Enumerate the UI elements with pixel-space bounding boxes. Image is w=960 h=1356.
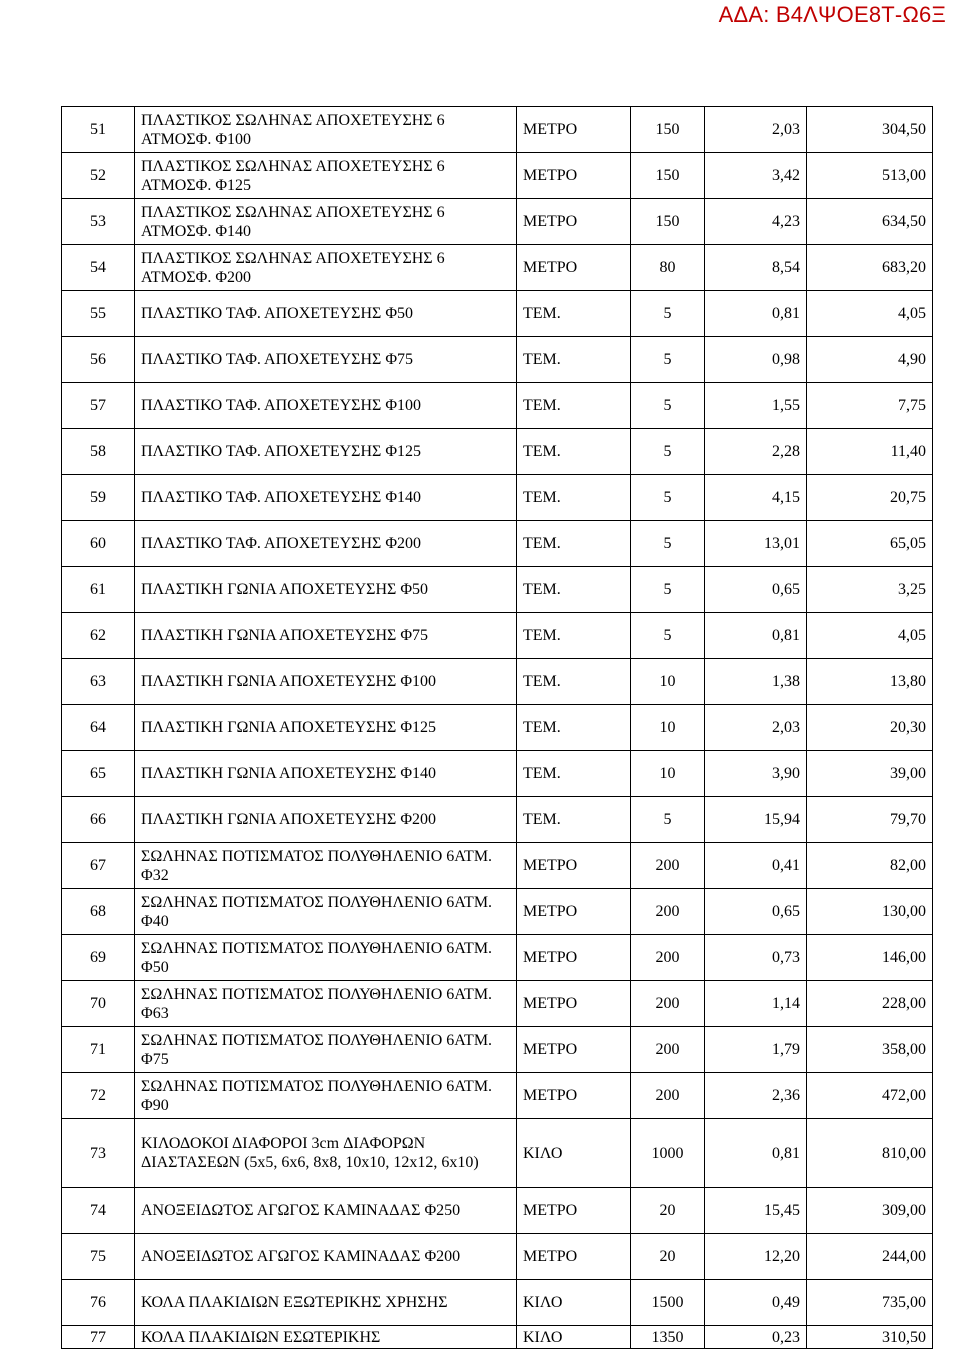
item-unit-price: 0,23 bbox=[705, 1326, 807, 1349]
item-unit-price: 1,79 bbox=[705, 1027, 807, 1073]
item-description: ΠΛΑΣΤΙΚΟ ΤΑΦ. ΑΠΟΧΕΤΕΥΣΗΣ Φ140 bbox=[135, 475, 517, 521]
item-quantity: 1500 bbox=[631, 1280, 705, 1326]
item-number: 77 bbox=[62, 1326, 135, 1349]
item-quantity: 200 bbox=[631, 843, 705, 889]
item-description: ΠΛΑΣΤΙΚΗ ΓΩΝΙΑ ΑΠΟΧΕΤΕΥΣΗΣ Φ200 bbox=[135, 797, 517, 843]
item-unit-price: 13,01 bbox=[705, 521, 807, 567]
item-quantity: 150 bbox=[631, 199, 705, 245]
item-unit: ΤΕΜ. bbox=[517, 705, 631, 751]
item-quantity: 20 bbox=[631, 1234, 705, 1280]
items-table bbox=[61, 106, 933, 1349]
item-description: ΣΩΛΗΝΑΣ ΠΟΤΙΣΜΑΤΟΣ ΠΟΛΥΘΗΛΕΝΙΟ 6ΑΤΜ. Φ63 bbox=[135, 981, 517, 1027]
item-number: 76 bbox=[62, 1280, 135, 1326]
item-unit: ΜΕΤΡΟ bbox=[517, 889, 631, 935]
item-number: 68 bbox=[62, 889, 135, 935]
item-number: 59 bbox=[62, 475, 135, 521]
item-description: ΑΝΟΞΕΙΔΩΤΟΣ ΑΓΩΓΟΣ ΚΑΜΙΝΑΔΑΣ Φ200 bbox=[135, 1234, 517, 1280]
item-total: 3,25 bbox=[807, 567, 933, 613]
ada-code: ΑΔΑ: Β4ΛΨΟΕ8Τ-Ω6Ξ bbox=[718, 2, 946, 27]
item-unit-price: 1,14 bbox=[705, 981, 807, 1027]
table-row bbox=[62, 1280, 933, 1326]
item-number: 58 bbox=[62, 429, 135, 475]
item-unit: ΤΕΜ. bbox=[517, 521, 631, 567]
item-description: ΠΛΑΣΤΙΚΟΣ ΣΩΛΗΝΑΣ ΑΠΟΧΕΤΕΥΣΗΣ 6 ΑΤΜΟΣΦ. Φ140 bbox=[135, 199, 517, 245]
item-unit: ΤΕΜ. bbox=[517, 429, 631, 475]
item-number: 71 bbox=[62, 1027, 135, 1073]
item-unit: ΜΕΤΡΟ bbox=[517, 935, 631, 981]
item-unit-price: 1,38 bbox=[705, 659, 807, 705]
item-unit-price: 0,98 bbox=[705, 337, 807, 383]
item-quantity: 5 bbox=[631, 797, 705, 843]
item-unit: ΜΕΤΡΟ bbox=[517, 1234, 631, 1280]
item-total: 358,00 bbox=[807, 1027, 933, 1073]
item-unit: ΤΕΜ. bbox=[517, 751, 631, 797]
item-description: ΣΩΛΗΝΑΣ ΠΟΤΙΣΜΑΤΟΣ ΠΟΛΥΘΗΛΕΝΙΟ 6ΑΤΜ. Φ75 bbox=[135, 1027, 517, 1073]
item-unit-price: 1,55 bbox=[705, 383, 807, 429]
item-unit-price: 2,28 bbox=[705, 429, 807, 475]
item-number: 63 bbox=[62, 659, 135, 705]
item-total: 309,00 bbox=[807, 1188, 933, 1234]
item-total: 65,05 bbox=[807, 521, 933, 567]
item-quantity: 200 bbox=[631, 935, 705, 981]
item-number: 69 bbox=[62, 935, 135, 981]
item-number: 60 bbox=[62, 521, 135, 567]
item-total: 228,00 bbox=[807, 981, 933, 1027]
item-number: 53 bbox=[62, 199, 135, 245]
item-number: 74 bbox=[62, 1188, 135, 1234]
item-unit-price: 0,81 bbox=[705, 613, 807, 659]
item-number: 61 bbox=[62, 567, 135, 613]
item-unit-price: 0,49 bbox=[705, 1280, 807, 1326]
item-number: 66 bbox=[62, 797, 135, 843]
item-description: ΠΛΑΣΤΙΚΟ ΤΑΦ. ΑΠΟΧΕΤΕΥΣΗΣ Φ75 bbox=[135, 337, 517, 383]
item-description: ΠΛΑΣΤΙΚΟΣ ΣΩΛΗΝΑΣ ΑΠΟΧΕΤΕΥΣΗΣ 6 ΑΤΜΟΣΦ. Φ125 bbox=[135, 153, 517, 199]
item-unit: ΤΕΜ. bbox=[517, 613, 631, 659]
item-quantity: 200 bbox=[631, 981, 705, 1027]
item-number: 75 bbox=[62, 1234, 135, 1280]
item-total: 513,00 bbox=[807, 153, 933, 199]
table-row bbox=[62, 1073, 933, 1119]
item-total: 146,00 bbox=[807, 935, 933, 981]
item-number: 51 bbox=[62, 107, 135, 153]
item-total: 7,75 bbox=[807, 383, 933, 429]
item-unit: ΚΙΛΟ bbox=[517, 1119, 631, 1188]
item-total: 130,00 bbox=[807, 889, 933, 935]
item-description: ΚΙΛΟΔΟΚΟΙ ΔΙΑΦΟΡΟΙ 3cm ΔΙΑΦΟΡΩΝ ΔΙΑΣΤΑΣΕΩΝ (5x5, 6x6, 8x8, 10x10, 12x12, 6x10) bbox=[135, 1119, 517, 1188]
item-unit-price: 3,42 bbox=[705, 153, 807, 199]
item-description: ΑΝΟΞΕΙΔΩΤΟΣ ΑΓΩΓΟΣ ΚΑΜΙΝΑΔΑΣ Φ250 bbox=[135, 1188, 517, 1234]
item-total: 4,05 bbox=[807, 613, 933, 659]
item-unit-price: 0,73 bbox=[705, 935, 807, 981]
table-row bbox=[62, 199, 933, 245]
item-unit: ΤΕΜ. bbox=[517, 383, 631, 429]
item-total: 39,00 bbox=[807, 751, 933, 797]
table-row bbox=[62, 843, 933, 889]
item-number: 54 bbox=[62, 245, 135, 291]
table-row bbox=[62, 1027, 933, 1073]
items-table-body bbox=[62, 107, 933, 1349]
item-total: 472,00 bbox=[807, 1073, 933, 1119]
item-description: ΣΩΛΗΝΑΣ ΠΟΤΙΣΜΑΤΟΣ ΠΟΛΥΘΗΛΕΝΙΟ 6ΑΤΜ. Φ32 bbox=[135, 843, 517, 889]
table-row bbox=[62, 521, 933, 567]
item-total: 634,50 bbox=[807, 199, 933, 245]
item-unit-price: 0,41 bbox=[705, 843, 807, 889]
item-quantity: 10 bbox=[631, 705, 705, 751]
table-row bbox=[62, 1234, 933, 1280]
item-quantity: 20 bbox=[631, 1188, 705, 1234]
item-quantity: 10 bbox=[631, 659, 705, 705]
item-quantity: 5 bbox=[631, 521, 705, 567]
item-quantity: 1000 bbox=[631, 1119, 705, 1188]
item-unit-price: 2,03 bbox=[705, 705, 807, 751]
item-unit: ΤΕΜ. bbox=[517, 337, 631, 383]
item-quantity: 5 bbox=[631, 613, 705, 659]
table-row bbox=[62, 935, 933, 981]
table-row bbox=[62, 107, 933, 153]
item-total: 82,00 bbox=[807, 843, 933, 889]
item-quantity: 200 bbox=[631, 1073, 705, 1119]
item-total: 79,70 bbox=[807, 797, 933, 843]
item-number: 52 bbox=[62, 153, 135, 199]
item-number: 56 bbox=[62, 337, 135, 383]
table-row bbox=[62, 705, 933, 751]
item-unit: ΜΕΤΡΟ bbox=[517, 1027, 631, 1073]
item-unit: ΤΕΜ. bbox=[517, 475, 631, 521]
item-number: 70 bbox=[62, 981, 135, 1027]
item-description: ΠΛΑΣΤΙΚΗ ΓΩΝΙΑ ΑΠΟΧΕΤΕΥΣΗΣ Φ125 bbox=[135, 705, 517, 751]
item-description: ΠΛΑΣΤΙΚΗ ΓΩΝΙΑ ΑΠΟΧΕΤΕΥΣΗΣ Φ50 bbox=[135, 567, 517, 613]
item-description: ΠΛΑΣΤΙΚΟ ΤΑΦ. ΑΠΟΧΕΤΕΥΣΗΣ Φ200 bbox=[135, 521, 517, 567]
table-row bbox=[62, 245, 933, 291]
item-number: 62 bbox=[62, 613, 135, 659]
item-description: ΠΛΑΣΤΙΚΟ ΤΑΦ. ΑΠΟΧΕΤΕΥΣΗΣ Φ100 bbox=[135, 383, 517, 429]
item-unit: ΤΕΜ. bbox=[517, 567, 631, 613]
table-row bbox=[62, 291, 933, 337]
item-unit: ΜΕΤΡΟ bbox=[517, 981, 631, 1027]
item-number: 57 bbox=[62, 383, 135, 429]
item-unit-price: 0,65 bbox=[705, 889, 807, 935]
item-description: ΣΩΛΗΝΑΣ ΠΟΤΙΣΜΑΤΟΣ ΠΟΛΥΘΗΛΕΝΙΟ 6ΑΤΜ. Φ90 bbox=[135, 1073, 517, 1119]
item-unit: ΤΕΜ. bbox=[517, 659, 631, 705]
item-description: ΠΛΑΣΤΙΚΗ ΓΩΝΙΑ ΑΠΟΧΕΤΕΥΣΗΣ Φ75 bbox=[135, 613, 517, 659]
item-number: 64 bbox=[62, 705, 135, 751]
item-unit: ΜΕΤΡΟ bbox=[517, 245, 631, 291]
item-total: 810,00 bbox=[807, 1119, 933, 1188]
table-row bbox=[62, 475, 933, 521]
item-description: ΚΟΛΑ ΠΛΑΚΙΔΙΩΝ ΕΣΩΤΕΡΙΚΗΣ bbox=[135, 1326, 517, 1349]
item-unit: ΜΕΤΡΟ bbox=[517, 199, 631, 245]
item-unit-price: 0,81 bbox=[705, 291, 807, 337]
item-description: ΠΛΑΣΤΙΚΟΣ ΣΩΛΗΝΑΣ ΑΠΟΧΕΤΕΥΣΗΣ 6 ΑΤΜΟΣΦ. Φ200 bbox=[135, 245, 517, 291]
item-total: 244,00 bbox=[807, 1234, 933, 1280]
item-unit: ΤΕΜ. bbox=[517, 797, 631, 843]
item-unit: ΜΕΤΡΟ bbox=[517, 843, 631, 889]
table-row bbox=[62, 659, 933, 705]
item-unit-price: 4,15 bbox=[705, 475, 807, 521]
item-unit: ΜΕΤΡΟ bbox=[517, 107, 631, 153]
item-unit: ΚΙΛΟ bbox=[517, 1280, 631, 1326]
item-total: 20,30 bbox=[807, 705, 933, 751]
table-row bbox=[62, 1119, 933, 1188]
table-row bbox=[62, 567, 933, 613]
item-number: 55 bbox=[62, 291, 135, 337]
table-row bbox=[62, 429, 933, 475]
item-unit: ΜΕΤΡΟ bbox=[517, 153, 631, 199]
item-unit: ΜΕΤΡΟ bbox=[517, 1188, 631, 1234]
table-row bbox=[62, 889, 933, 935]
table-row bbox=[62, 751, 933, 797]
item-quantity: 5 bbox=[631, 291, 705, 337]
item-unit: ΚΙΛΟ bbox=[517, 1326, 631, 1349]
item-total: 4,90 bbox=[807, 337, 933, 383]
item-total: 11,40 bbox=[807, 429, 933, 475]
item-quantity: 150 bbox=[631, 153, 705, 199]
item-unit: ΤΕΜ. bbox=[517, 291, 631, 337]
table-row bbox=[62, 383, 933, 429]
item-unit-price: 3,90 bbox=[705, 751, 807, 797]
item-unit-price: 0,81 bbox=[705, 1119, 807, 1188]
item-description: ΚΟΛΑ ΠΛΑΚΙΔΙΩΝ ΕΞΩΤΕΡΙΚΗΣ ΧΡΗΣΗΣ bbox=[135, 1280, 517, 1326]
item-quantity: 5 bbox=[631, 475, 705, 521]
item-quantity: 5 bbox=[631, 383, 705, 429]
item-quantity: 200 bbox=[631, 1027, 705, 1073]
item-unit-price: 4,23 bbox=[705, 199, 807, 245]
item-total: 304,50 bbox=[807, 107, 933, 153]
item-unit-price: 15,45 bbox=[705, 1188, 807, 1234]
item-unit-price: 2,36 bbox=[705, 1073, 807, 1119]
item-quantity: 5 bbox=[631, 429, 705, 475]
item-description: ΣΩΛΗΝΑΣ ΠΟΤΙΣΜΑΤΟΣ ΠΟΛΥΘΗΛΕΝΙΟ 6ΑΤΜ. Φ40 bbox=[135, 889, 517, 935]
item-total: 683,20 bbox=[807, 245, 933, 291]
item-description: ΠΛΑΣΤΙΚΟΣ ΣΩΛΗΝΑΣ ΑΠΟΧΕΤΕΥΣΗΣ 6 ΑΤΜΟΣΦ. Φ100 bbox=[135, 107, 517, 153]
item-quantity: 80 bbox=[631, 245, 705, 291]
table-row bbox=[62, 337, 933, 383]
table-row bbox=[62, 1188, 933, 1234]
item-number: 65 bbox=[62, 751, 135, 797]
item-description: ΣΩΛΗΝΑΣ ΠΟΤΙΣΜΑΤΟΣ ΠΟΛΥΘΗΛΕΝΙΟ 6ΑΤΜ. Φ50 bbox=[135, 935, 517, 981]
item-number: 73 bbox=[62, 1119, 135, 1188]
table-row bbox=[62, 981, 933, 1027]
item-total: 4,05 bbox=[807, 291, 933, 337]
item-total: 310,50 bbox=[807, 1326, 933, 1349]
item-number: 72 bbox=[62, 1073, 135, 1119]
item-unit-price: 0,65 bbox=[705, 567, 807, 613]
table-row bbox=[62, 797, 933, 843]
table-row bbox=[62, 1326, 933, 1349]
item-unit-price: 2,03 bbox=[705, 107, 807, 153]
item-unit: ΜΕΤΡΟ bbox=[517, 1073, 631, 1119]
item-quantity: 1350 bbox=[631, 1326, 705, 1349]
item-description: ΠΛΑΣΤΙΚΗ ΓΩΝΙΑ ΑΠΟΧΕΤΕΥΣΗΣ Φ140 bbox=[135, 751, 517, 797]
item-quantity: 10 bbox=[631, 751, 705, 797]
item-description: ΠΛΑΣΤΙΚΗ ΓΩΝΙΑ ΑΠΟΧΕΤΕΥΣΗΣ Φ100 bbox=[135, 659, 517, 705]
item-description: ΠΛΑΣΤΙΚΟ ΤΑΦ. ΑΠΟΧΕΤΕΥΣΗΣ Φ125 bbox=[135, 429, 517, 475]
item-description: ΠΛΑΣΤΙΚΟ ΤΑΦ. ΑΠΟΧΕΤΕΥΣΗΣ Φ50 bbox=[135, 291, 517, 337]
item-total: 20,75 bbox=[807, 475, 933, 521]
item-number: 67 bbox=[62, 843, 135, 889]
item-quantity: 150 bbox=[631, 107, 705, 153]
item-total: 735,00 bbox=[807, 1280, 933, 1326]
table-row bbox=[62, 613, 933, 659]
item-quantity: 5 bbox=[631, 567, 705, 613]
item-total: 13,80 bbox=[807, 659, 933, 705]
table-row bbox=[62, 153, 933, 199]
item-quantity: 5 bbox=[631, 337, 705, 383]
item-quantity: 200 bbox=[631, 889, 705, 935]
item-unit-price: 12,20 bbox=[705, 1234, 807, 1280]
item-unit-price: 8,54 bbox=[705, 245, 807, 291]
item-unit-price: 15,94 bbox=[705, 797, 807, 843]
